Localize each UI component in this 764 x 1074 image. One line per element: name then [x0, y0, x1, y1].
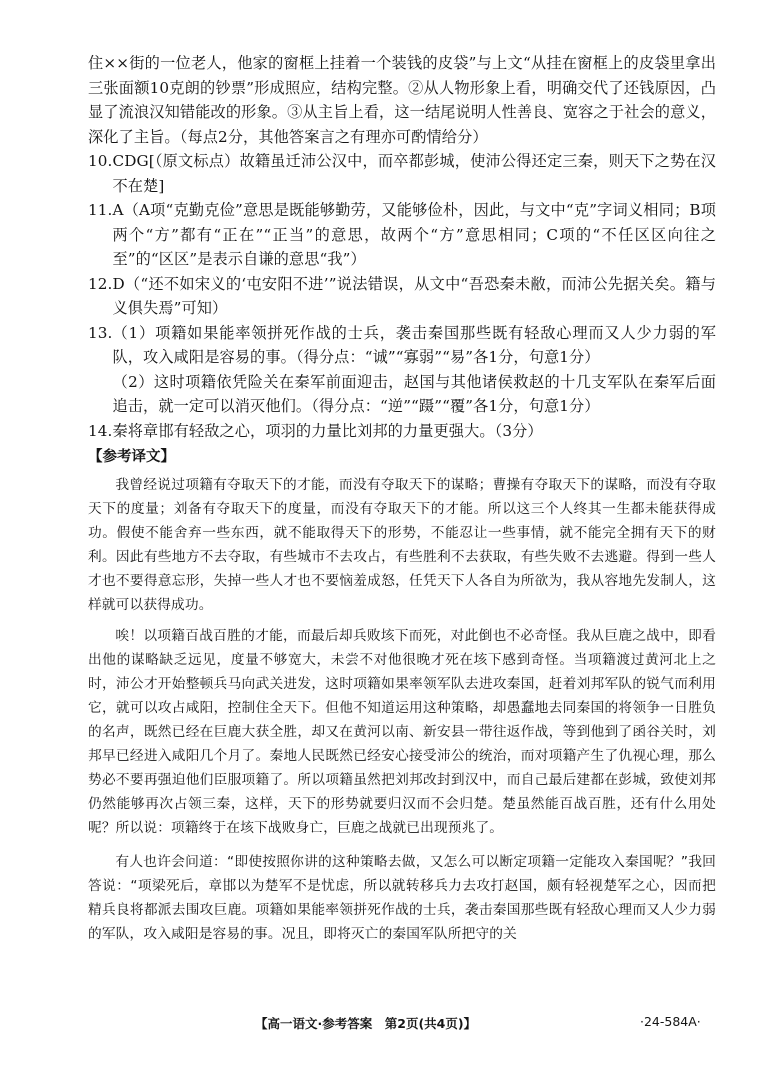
item-text-11: A（A项“克勤克俭”意思是既能够勤劳，又能够俭朴，因此，与文中“克”字词义相同；B项两个“方”都有“正在”“正当”的意思，故两个“方”意思相同；C项的“不任区区向往之至”的“区区”是表示自谦的意思“我”） [112, 201, 716, 268]
answer-item-14 [88, 419, 716, 444]
item-number-13: 13. [88, 323, 113, 342]
item-number-14: 14. [88, 421, 113, 440]
item-13-part-2: （2）这时项籍依凭险关在秦军前面迎击，赵国与其他诸侯救赵的十几支军队在秦军后面追击，就一定可以消灭他们。（得分点：“逆”“蹑”“覆”各1分，句意1分） [112, 372, 716, 415]
answer-item-12 [88, 272, 716, 321]
reference-translation-heading: 【参考译文】 [88, 449, 175, 465]
item-text-12: D（“还不如宋义的‘屯安阳不进’”说法错误，从文中“吾恐秦未敝，而沛公先据关矣。籍与义俱失焉”可知） [112, 274, 716, 317]
answer-item-10 [88, 149, 716, 198]
item-text-10: CDG[（原文标点）故籍虽迁沛公汉中，而卒都彭城，使沛公得还定三秦，则天下之势在汉不在楚] [112, 152, 716, 195]
item-text-13 [112, 321, 716, 419]
answer-item-11 [88, 198, 716, 272]
answer-9-continued: 住××街的一位老人，他家的窗框上挂着一个装钱的皮袋”与上文“从挂在窗框上的皮袋里拿出三张面额10克朗的钞票”形成照应，结构完整。②从人物形象上看，明确交代了还钱原因，凸显了流浪汉知错能改的形象。③从主旨上看，这一结尾说明人性善良、宽容之于社会的意义，深化了主旨。（每点2分，其他答案言之有理亦可酌情给分） [88, 54, 716, 146]
item-number-11: 11. [88, 201, 113, 219]
answer-item-13 [88, 321, 716, 419]
item-13-part-1: （1）项籍如果能率领拼死作战的士兵，袭击秦国那些既有轻敌心理而又人少力弱的军队，攻入咸阳是容易的事。（得分点：“诚”“寡弱”“易”各1分，句意1分） [112, 323, 716, 366]
translation-paragraph-3: 有人也许会问道：“即使按照你讲的这种策略去做，又怎么可以断定项籍一定能攻入秦国呢？”我回答说：“项梁死后，章邯以为楚军不是忧虑，所以就转移兵力去攻打赵国，颇有轻视楚军之心，因而把精兵良将都派去围攻巨鹿。项籍如果能率领拼死作战的士兵，袭击秦国那些既有轻敌心理而又人少力弱的军队，攻入咸阳是容易的事。况且，即将灭亡的秦国军队所把守的关 [88, 854, 716, 942]
item-number-10: 10. [88, 152, 113, 170]
item-text-14: 秦将章邯有轻敌之心，项羽的力量比刘邦的力量更强大。（3分） [112, 421, 543, 440]
translation-paragraph-1: 我曾经说过项籍有夺取天下的才能，而没有夺取天下的谋略；曹操有夺取天下的谋略，而没有夺取天下的度量；刘备有夺取天下的度量，而没有夺取天下的才能。所以这三个人终其一生都未能获得成功。假使不能舍弃一些东西，就不能取得天下的形势，不能忍让一些事情，就不能完全拥有天下的财利。因此有些地方不去夺取，有些城市不去攻占，有些胜利不去获取，有些失败不去逃避。得到一些人才也不要得意忘形，失掉一些人才也不要恼羞成怒，任凭天下人各自为所欲为，我从容地先发制人，这样就可以获得成功。 [88, 477, 716, 613]
item-number-12: 12. [88, 274, 113, 293]
translation-paragraph-2: 唉！以项籍百战百胜的才能，而最后却兵败垓下而死，对此倒也不必奇怪。我从巨鹿之战中，即看出他的谋略缺乏远见，度量不够宽大，未尝不对他很晚才死在垓下感到奇怪。当项籍渡过黄河北上之时，沛公才开始整顿兵马向武关进发，这时项籍如果率领军队去进攻秦国，赶着刘邦军队的锐气而利用它，就可以攻占咸阳，控制住全天下。但他不知道运用这种策略，却愚蠢地去同秦国的将领争一日胜负的名声，既然已经在巨鹿大获全胜，却又在黄河以南、新安县一带往返作战，等到他到了函谷关时，刘邦早已经进入咸阳几个月了。秦地人民既然已经安心接受沛公的统治，而对项籍产生了仇视心理，那么势必不要再强迫他们臣服项籍了。所以项籍虽然把刘邦改封到汉中，而自己最后建都在彭城，致使刘邦仍然能够再次占领三秦，这样，天下的形势就要归汉而不会归楚。楚虽然能百战百胜，还有什么用处呢？所以说：项籍终于在垓下战败身亡，巨鹿之战就已出现预兆了。 [88, 628, 716, 836]
footer-code: ·24-584A· [640, 1014, 701, 1029]
page-footer [0, 1014, 764, 1038]
footer-page-info: 【高一语文·参考答案 第2页(共4页)】 [255, 1016, 477, 1031]
page-content [88, 51, 716, 946]
